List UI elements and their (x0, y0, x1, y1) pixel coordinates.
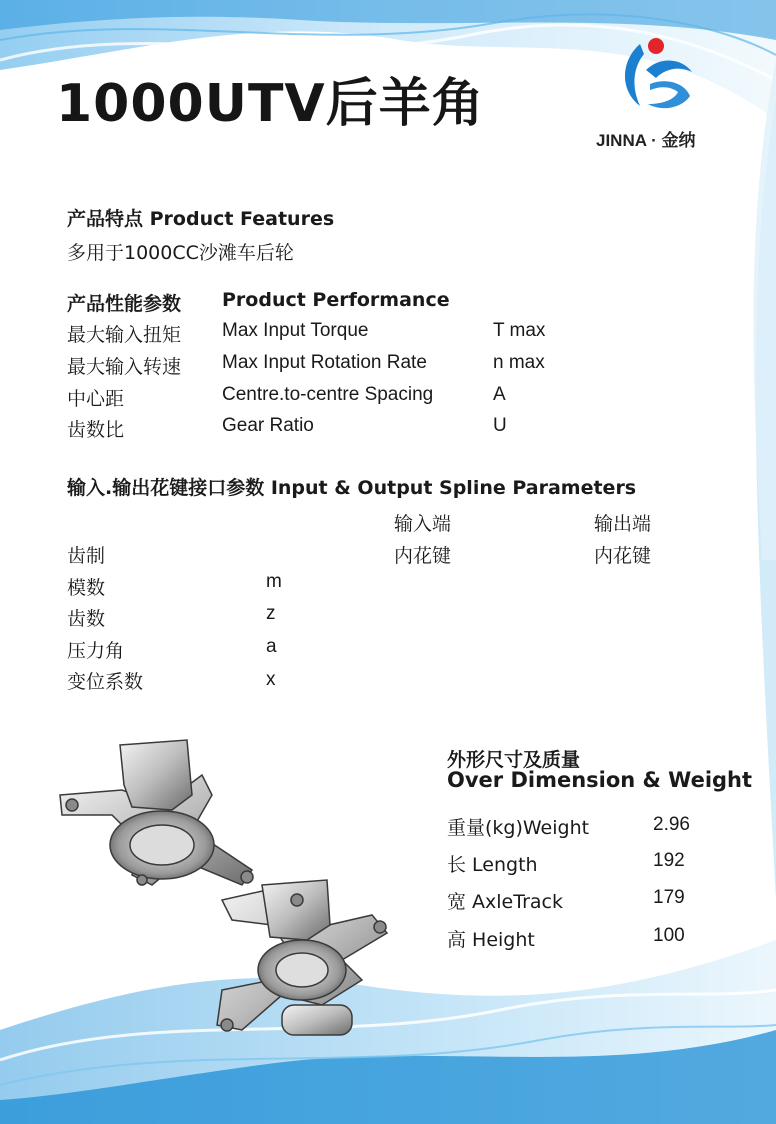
performance-row-en: Max Input Torque (222, 320, 369, 341)
spline-output-value: 内花键 (594, 545, 652, 567)
performance-row-symbol: n max (493, 352, 545, 373)
dimensions-heading-en: Over Dimension & Weight (447, 768, 753, 792)
performance-row-symbol: T max (493, 320, 546, 341)
spline-row-cn: 压力角 (67, 640, 125, 662)
performance-row-en: Gear Ratio (222, 415, 314, 436)
performance-heading-en: Product Performance (222, 289, 450, 311)
jinna-logo (610, 34, 710, 116)
performance-row-en: Max Input Rotation Rate (222, 352, 427, 373)
spline-row-cn: 齿数 (67, 608, 106, 630)
dimension-label: 宽 AxleTrack (447, 891, 563, 913)
performance-row-symbol: A (493, 384, 506, 405)
spline-row-symbol: m (266, 571, 282, 592)
performance-row-cn: 齿数比 (67, 419, 125, 441)
spline-row-symbol: a (266, 636, 277, 657)
performance-row-cn: 最大输入转速 (67, 356, 182, 378)
spline-row-symbol: x (266, 669, 276, 690)
spline-col-output: 输出端 (594, 513, 652, 535)
brand-name: JINNA · 金纳 (596, 131, 696, 150)
page-title: 1000UTV后羊角 (56, 74, 485, 134)
dimension-value: 2.96 (653, 814, 690, 835)
performance-heading-cn: 产品性能参数 (67, 293, 182, 315)
performance-row-cn: 中心距 (67, 388, 125, 410)
performance-row-en: Centre.to-centre Spacing (222, 384, 434, 405)
dimension-label: 高 Height (447, 929, 535, 951)
spline-row-cn: 变位系数 (67, 671, 144, 693)
spline-col-input: 输入端 (394, 513, 452, 535)
dimensions-heading-cn: 外形尺寸及质量 (447, 749, 581, 771)
spline-heading: 输入.输出花键接口参数 Input & Output Spline Parameters (67, 477, 637, 499)
features-text: 多用于1000CC沙滩车后轮 (67, 242, 294, 264)
features-heading: 产品特点 Product Features (67, 208, 335, 230)
spline-tooth-label: 齿制 (67, 545, 106, 567)
performance-row-symbol: U (493, 415, 507, 436)
dimension-label: 重量(kg)Weight (447, 817, 590, 839)
dimension-value: 179 (653, 887, 685, 908)
dimension-label: 长 Length (447, 854, 538, 876)
spline-input-value: 内花键 (394, 545, 452, 567)
spline-row-cn: 模数 (67, 577, 106, 599)
spline-row-symbol: z (266, 603, 276, 624)
dimension-value: 100 (653, 925, 685, 946)
dimension-value: 192 (653, 850, 685, 871)
performance-row-cn: 最大输入扭矩 (67, 324, 182, 346)
product-image (52, 735, 432, 1065)
